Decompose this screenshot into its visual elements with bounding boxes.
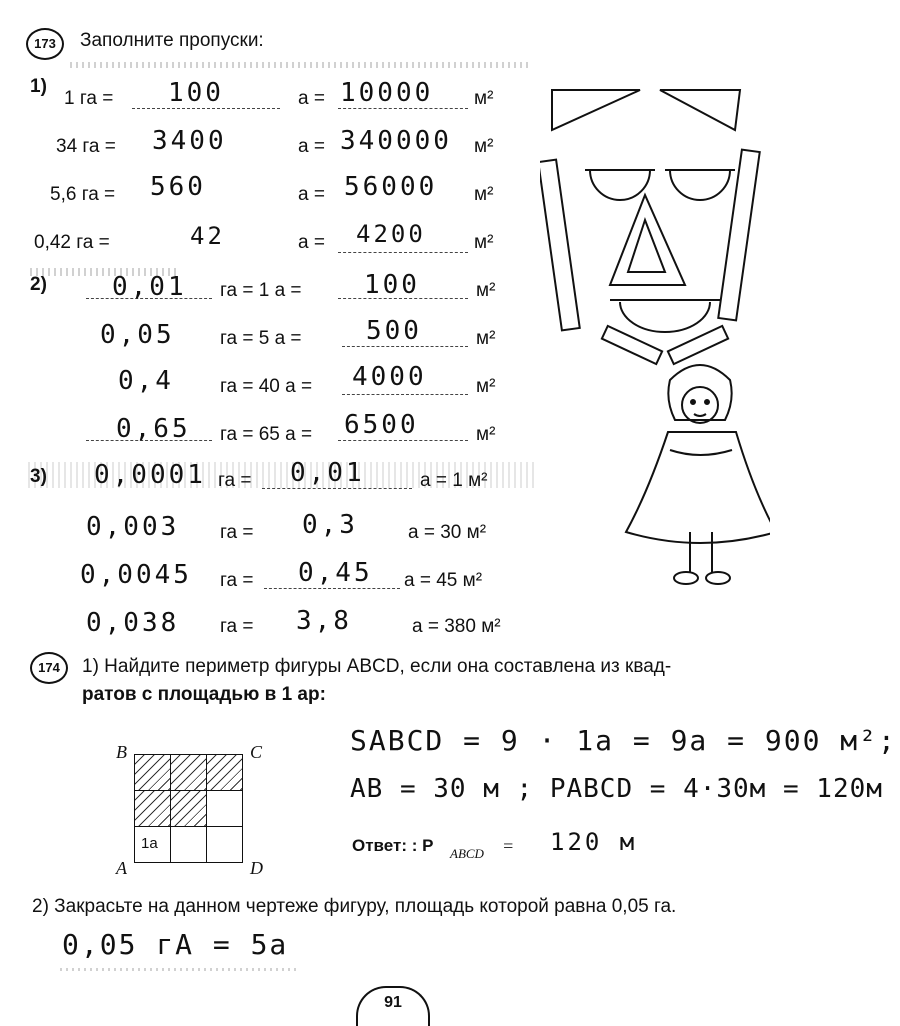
task-174-question-line1: 1) Найдите периметр фигуры ABCD, если она составлена из квад- <box>82 656 672 677</box>
task-174-question-line2: ратов с площадью в 1 ар: <box>82 684 326 705</box>
row-equation: га = 40 а = <box>220 376 313 397</box>
equals-ares: а = <box>298 232 325 253</box>
grid-cell-unit <box>134 826 171 863</box>
protractor-bottom-icon <box>610 300 720 332</box>
answer-hectares: 0,01 <box>112 272 187 302</box>
grid-cell <box>206 790 243 827</box>
equals-ares: а = <box>298 88 325 109</box>
row-tail: а = 45 м² <box>404 570 483 591</box>
blank-line <box>262 488 412 489</box>
task-173-number: 173 <box>26 28 64 60</box>
answer-hectares: 0,65 <box>116 414 191 444</box>
row-equation: га = <box>220 616 254 637</box>
answer-m2: 4200 <box>356 220 426 248</box>
answer-subscript: ABCD <box>450 846 484 861</box>
vertex-b: B <box>116 742 127 762</box>
answer-hectares: 0,003 <box>86 512 180 542</box>
blank-line <box>342 394 468 395</box>
grid-cell-shaded <box>134 754 171 791</box>
ruler-right-icon <box>718 150 759 321</box>
row-equation: га = <box>220 522 254 543</box>
row-tail: а = 1 м² <box>420 470 488 491</box>
unit: м² <box>476 424 496 445</box>
row-equation: га = <box>220 570 254 591</box>
answer-ares: 3400 <box>152 126 227 156</box>
vertex-c: C <box>250 742 263 762</box>
illustration-girl-with-rulers <box>540 80 770 600</box>
blank-line <box>342 346 468 347</box>
equals-ares: а = <box>298 184 325 205</box>
task-173-title: Заполните пропуски: <box>80 30 264 51</box>
girl-face-icon <box>682 387 718 423</box>
answer-ares: 560 <box>150 172 206 202</box>
answer-ares: 0,45 <box>298 558 373 588</box>
answer-ares: 0,01 <box>290 458 365 488</box>
task-174-question-2: 2) Закрасьте на данном чертеже фигуру, площадь которой равна 0,05 га. <box>32 896 677 917</box>
answer-m2: 500 <box>366 316 422 346</box>
answer-ares: 0,3 <box>302 510 358 540</box>
row-tail: а = 380 м² <box>412 616 501 637</box>
task-174-number: 174 <box>30 652 68 684</box>
girl-dress-icon <box>626 432 770 543</box>
blank-line <box>132 108 280 109</box>
unit: м² <box>476 376 496 397</box>
grid-cell-shaded <box>170 754 207 791</box>
row-equation: га = 1 а = <box>220 280 302 301</box>
vertex-a: A <box>116 858 127 878</box>
given-value: 34 га = <box>56 136 116 157</box>
unit-cell-label: 1а <box>141 835 158 852</box>
answer-hectares: 0,0001 <box>94 460 206 490</box>
blank-line <box>338 108 468 109</box>
page-number: 91 <box>384 994 402 1011</box>
grid-cell-shaded <box>206 754 243 791</box>
answer-m2: 10000 <box>340 78 434 108</box>
answer-m2: 340000 <box>340 126 452 156</box>
blank-line <box>338 440 468 441</box>
row-equation: га = 5 а = <box>220 328 302 349</box>
girl-hat-icon <box>668 365 731 420</box>
unit: м² <box>476 280 496 301</box>
grid-cell-shaded <box>134 790 171 827</box>
question-2-answer: 0,05 гА = 5а <box>62 928 289 961</box>
grid-cell <box>206 826 243 863</box>
answer-label: Ответ: : P <box>352 836 434 855</box>
answer-ares: 3,8 <box>296 606 352 636</box>
unit: м² <box>474 88 494 109</box>
blank-line <box>264 588 400 589</box>
ruler-left-icon <box>540 160 580 331</box>
grid-cell <box>170 826 207 863</box>
solution-area: SABCD = 9 · 1a = 9a = 900 м²; <box>350 724 897 757</box>
answer-hectares: 0,0045 <box>80 560 192 590</box>
scan-noise <box>60 968 300 971</box>
part-1-label: 1) <box>30 76 47 97</box>
row-equation: га = 65 а = <box>220 424 313 445</box>
answer-ares: 42 <box>190 222 225 250</box>
protractor-right-icon <box>665 170 735 200</box>
answer-value: 120 м <box>550 828 638 856</box>
set-square-right-icon <box>660 90 740 130</box>
solution-perimeter: AB = 30 м ; PABCD = 4·30м = 120м <box>350 774 883 804</box>
equals-ares: а = <box>298 136 325 157</box>
answer-ares: 100 <box>168 78 224 108</box>
unit: м² <box>476 328 496 349</box>
page-number-tab <box>356 986 430 1026</box>
unit: м² <box>474 184 494 205</box>
scan-noise <box>70 62 530 68</box>
given-value: 5,6 га = <box>50 184 116 205</box>
row-equation: га = <box>218 470 252 491</box>
given-value: 0,42 га = <box>34 232 110 253</box>
answer-m2: 4000 <box>352 362 427 392</box>
part-3-label: 3) <box>30 466 47 487</box>
unit: м² <box>474 232 494 253</box>
given-value: 1 га = <box>64 88 114 109</box>
row-tail: а = 30 м² <box>408 522 487 543</box>
part-2-label: 2) <box>30 274 47 295</box>
vertex-d: D <box>250 858 263 878</box>
answer-m2: 56000 <box>344 172 438 202</box>
blank-line <box>338 252 468 253</box>
answer-hectares: 0,038 <box>86 608 180 638</box>
answer-equals: = <box>502 836 515 856</box>
answer-m2: 100 <box>364 270 420 300</box>
answer-hectares: 0,05 <box>100 320 175 350</box>
answer-hectares: 0,4 <box>118 366 174 396</box>
unit: м² <box>474 136 494 157</box>
answer-m2: 6500 <box>344 410 419 440</box>
set-square-left-icon <box>552 90 640 130</box>
grid-cell-shaded <box>170 790 207 827</box>
